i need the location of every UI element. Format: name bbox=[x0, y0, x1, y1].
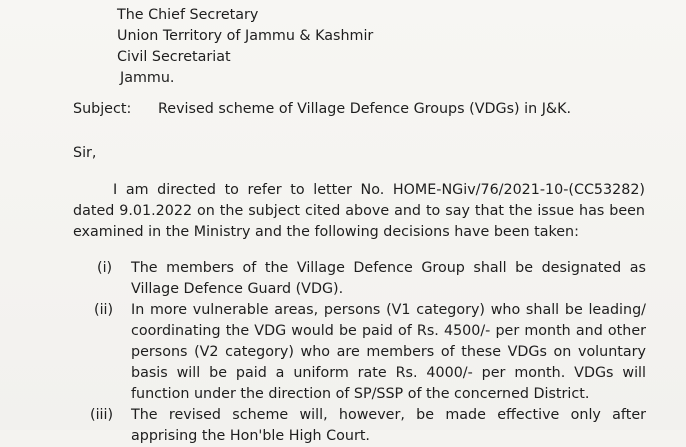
decision-list bbox=[89, 258, 646, 447]
paragraph-line: dated 9.01.2022 on the subject cited above and to say that the issue has been bbox=[73, 203, 645, 219]
paragraph-line: I am directed to refer to letter No. HOME-NGiv/76/2021-10-(CC53282) bbox=[113, 182, 645, 198]
item-text bbox=[131, 258, 646, 300]
address-line: Jammu. bbox=[120, 70, 175, 86]
recipient-address bbox=[117, 5, 373, 89]
item-line: apprising the Hon'ble High Court. bbox=[131, 428, 370, 444]
paragraph-line: examined in the Ministry and the following decisions have been taken: bbox=[73, 224, 579, 240]
address-line: The Chief Secretary bbox=[117, 7, 259, 23]
item-line: coordinating the VDG would be paid of Rs. 4500/- per month and other bbox=[131, 323, 646, 339]
item-line: function under the direction of SP/SSP of the concerned District. bbox=[131, 386, 590, 402]
item-number: (i) bbox=[97, 260, 113, 276]
item-line: The members of the Village Defence Group shall be designated as bbox=[131, 260, 646, 276]
salutation: Sir, bbox=[73, 145, 97, 161]
item-line: basis will be paid a uniform rate Rs. 4000/- per month. VDGs will bbox=[131, 365, 646, 381]
item-text bbox=[131, 300, 646, 405]
list-item bbox=[89, 405, 646, 447]
item-number: (iii) bbox=[90, 407, 114, 423]
subject-text: Revised scheme of Village Defence Groups (VDGs) in J&K. bbox=[158, 101, 571, 117]
address-line: Union Territory of Jammu & Kashmir bbox=[117, 28, 374, 44]
subject-line bbox=[73, 101, 571, 117]
list-item bbox=[89, 258, 646, 300]
item-line: The revised scheme will, however, be made effective only after bbox=[131, 407, 646, 423]
body-paragraph bbox=[73, 180, 645, 243]
address-line: Civil Secretariat bbox=[117, 49, 231, 65]
subject-label: Subject: bbox=[73, 101, 132, 117]
list-item bbox=[89, 300, 646, 405]
item-number: (ii) bbox=[94, 302, 114, 318]
item-text bbox=[131, 405, 646, 447]
item-line: In more vulnerable areas, persons (V1 category) who shall be leading/ bbox=[131, 302, 646, 318]
item-line: persons (V2 category) who are members of these VDGs on voluntary bbox=[131, 344, 646, 360]
item-line: Village Defence Guard (VDG). bbox=[131, 281, 344, 297]
